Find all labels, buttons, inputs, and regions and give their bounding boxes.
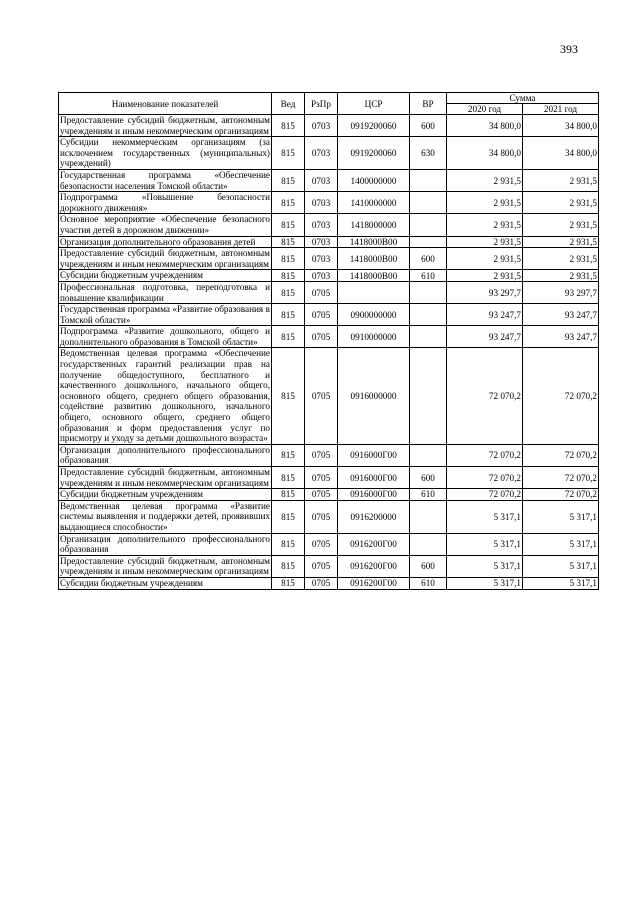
row-csr: 0916200Г00 <box>338 555 410 577</box>
row-rzpr: 0705 <box>305 577 338 589</box>
table-header <box>59 93 599 115</box>
row-ved: 815 <box>272 326 305 348</box>
row-vr <box>410 500 447 533</box>
row-sum-2020: 5 317,1 <box>447 533 523 555</box>
row-sum-2020: 34 800,0 <box>447 115 523 137</box>
table-row <box>59 467 599 489</box>
row-sum-2020: 2 931,5 <box>447 169 523 191</box>
header-ved: Вед <box>272 93 305 115</box>
row-sum-2021: 93 247,7 <box>523 304 599 326</box>
row-sum-2020: 34 800,0 <box>447 137 523 170</box>
row-csr: 1418000В00 <box>338 236 410 248</box>
row-rzpr: 0703 <box>305 214 338 236</box>
row-rzpr: 0703 <box>305 236 338 248</box>
row-rzpr: 0705 <box>305 467 338 489</box>
row-ved: 815 <box>272 137 305 170</box>
row-ved: 815 <box>272 169 305 191</box>
row-sum-2020: 2 931,5 <box>447 214 523 236</box>
header-rzpr: РзПр <box>305 93 338 115</box>
row-csr: 0900000000 <box>338 304 410 326</box>
row-name: Государственная программа «Развитие образования в Томской области» <box>60 304 270 325</box>
row-name: Предоставление субсидий бюджетным, автономным учреждениям и иным некоммерческим организациям <box>60 467 270 488</box>
row-name: Организация дополнительного профессионального образования <box>60 444 270 466</box>
row-sum-2020: 2 931,5 <box>447 236 523 248</box>
row-vr: 630 <box>410 137 447 170</box>
row-csr: 0916000000 <box>338 348 410 444</box>
row-sum-2020: 5 317,1 <box>447 555 523 577</box>
row-name: Ведомственная целевая программа «Развитие системы выявления и поддержки детей, проявивших выдающиеся способности» <box>60 500 270 532</box>
row-sum-2020: 2 931,5 <box>447 248 523 270</box>
row-rzpr: 0705 <box>305 281 338 303</box>
table-row <box>59 500 599 533</box>
row-rzpr: 0703 <box>305 169 338 191</box>
table-row <box>59 533 599 555</box>
page-number: 393 <box>560 42 578 56</box>
row-vr <box>410 192 447 214</box>
row-sum-2020: 93 247,7 <box>447 304 523 326</box>
row-sum-2021: 34 800,0 <box>523 115 599 137</box>
row-vr: 600 <box>410 467 447 489</box>
header-sum: Сумма <box>447 93 599 104</box>
row-ved: 815 <box>272 214 305 236</box>
row-ved: 815 <box>272 248 305 270</box>
row-name: Предоставление субсидий бюджетным, автономным учреждениям и иным некоммерческим организациям <box>60 115 270 136</box>
row-rzpr: 0705 <box>305 444 338 466</box>
header-csr: ЦСР <box>338 93 410 115</box>
row-sum-2021: 34 800,0 <box>523 137 599 170</box>
row-csr: 0916200000 <box>338 500 410 533</box>
row-sum-2021: 5 317,1 <box>523 533 599 555</box>
header-2021: 2021 год <box>523 104 599 115</box>
row-ved: 815 <box>272 577 305 589</box>
row-vr <box>410 214 447 236</box>
row-name: Предоставление субсидий бюджетным, автономным учреждениям и иным некоммерческим организациям <box>60 555 270 577</box>
row-vr <box>410 444 447 466</box>
header-name: Наименование показателей <box>59 93 272 115</box>
table-row <box>59 214 599 236</box>
row-csr: 0910000000 <box>338 326 410 348</box>
row-csr: 0916200Г00 <box>338 577 410 589</box>
row-sum-2021: 93 297,7 <box>523 281 599 303</box>
row-sum-2021: 72 070,2 <box>523 467 599 489</box>
row-rzpr: 0705 <box>305 326 338 348</box>
row-sum-2020: 93 297,7 <box>447 281 523 303</box>
row-sum-2021: 72 070,2 <box>523 444 599 466</box>
row-ved: 815 <box>272 444 305 466</box>
table-row <box>59 169 599 191</box>
table-row <box>59 281 599 303</box>
row-rzpr: 0703 <box>305 115 338 137</box>
table-row <box>59 348 599 444</box>
row-csr: 1418000В00 <box>338 270 410 282</box>
row-vr <box>410 281 447 303</box>
row-sum-2020: 93 247,7 <box>447 326 523 348</box>
table-row <box>59 489 599 501</box>
row-rzpr: 0705 <box>305 304 338 326</box>
row-name: Организация дополнительного образования детей <box>59 236 272 248</box>
table-row <box>59 248 599 270</box>
row-rzpr: 0703 <box>305 270 338 282</box>
row-vr: 610 <box>410 270 447 282</box>
row-ved: 815 <box>272 192 305 214</box>
row-sum-2020: 72 070,2 <box>447 444 523 466</box>
row-sum-2021: 2 931,5 <box>523 236 599 248</box>
table-row <box>59 577 599 589</box>
row-name: Ведомственная целевая программа «Обеспечение государственных гарантий реализации прав на получение общедоступного, бесплатного и качественного дошкольного, начального общего, основного общего, среднего общего образования, содействие развитию дошкольного, начального общего, основного общего, среднего общего образования и форм предоставления услуг по присмотру и уходу за детьми дошкольного возраста» <box>60 348 270 444</box>
row-rzpr: 0703 <box>305 248 338 270</box>
row-name: Субсидии бюджетным учреждениям <box>59 270 272 282</box>
header-2020: 2020 год <box>447 104 523 115</box>
row-name: Основное мероприятие «Обеспечение безопасного участия детей в дорожном движении» <box>60 214 270 235</box>
row-csr: 0916000Г00 <box>338 467 410 489</box>
row-name: Профессиональная подготовка, переподготовка и повышение квалификации <box>60 281 270 303</box>
row-csr: 0916000Г00 <box>338 489 410 501</box>
table-row <box>59 270 599 282</box>
row-csr: 0916000Г00 <box>338 444 410 466</box>
row-sum-2020: 72 070,2 <box>447 489 523 501</box>
row-vr <box>410 169 447 191</box>
table-row <box>59 555 599 577</box>
row-rzpr: 0705 <box>305 489 338 501</box>
row-sum-2020: 72 070,2 <box>447 467 523 489</box>
row-vr <box>410 236 447 248</box>
row-csr: 1418000000 <box>338 214 410 236</box>
row-vr: 610 <box>410 489 447 501</box>
budget-table <box>58 92 599 590</box>
row-vr: 610 <box>410 577 447 589</box>
row-sum-2021: 5 317,1 <box>523 577 599 589</box>
row-sum-2021: 5 317,1 <box>523 500 599 533</box>
row-vr <box>410 326 447 348</box>
row-csr <box>338 281 410 303</box>
row-ved: 815 <box>272 533 305 555</box>
row-ved: 815 <box>272 500 305 533</box>
row-name: Подпрограмма «Повышение безопасности дорожного движения» <box>60 192 270 213</box>
row-csr: 1418000В00 <box>338 248 410 270</box>
row-rzpr: 0703 <box>305 192 338 214</box>
row-sum-2021: 5 317,1 <box>523 555 599 577</box>
row-ved: 815 <box>272 489 305 501</box>
row-vr: 600 <box>410 248 447 270</box>
row-rzpr: 0705 <box>305 348 338 444</box>
row-name: Субсидии бюджетным учреждениям <box>59 577 272 589</box>
row-csr: 0916200Г00 <box>338 533 410 555</box>
row-sum-2021: 2 931,5 <box>523 248 599 270</box>
row-ved: 815 <box>272 304 305 326</box>
table-row <box>59 326 599 348</box>
row-csr: 0919200060 <box>338 137 410 170</box>
row-sum-2020: 5 317,1 <box>447 500 523 533</box>
row-sum-2020: 72 070,2 <box>447 348 523 444</box>
row-vr <box>410 533 447 555</box>
row-sum-2021: 2 931,5 <box>523 192 599 214</box>
table-row <box>59 137 599 170</box>
row-sum-2021: 72 070,2 <box>523 348 599 444</box>
table-row <box>59 115 599 137</box>
table-row <box>59 444 599 466</box>
row-sum-2021: 2 931,5 <box>523 214 599 236</box>
row-rzpr: 0703 <box>305 137 338 170</box>
row-name: Субсидии бюджетным учреждениям <box>59 489 272 501</box>
row-csr: 1410000000 <box>338 192 410 214</box>
row-name: Организация дополнительного профессионального образования <box>60 533 270 555</box>
row-vr <box>410 348 447 444</box>
row-ved: 815 <box>272 467 305 489</box>
header-vr: ВР <box>410 93 447 115</box>
row-sum-2021: 2 931,5 <box>523 270 599 282</box>
row-vr <box>410 304 447 326</box>
row-ved: 815 <box>272 348 305 444</box>
row-name: Субсидии некоммерческим организациям (за исключением государственных (муниципальных) учреждений) <box>60 137 270 169</box>
row-rzpr: 0705 <box>305 555 338 577</box>
table-body <box>59 115 599 590</box>
row-rzpr: 0705 <box>305 533 338 555</box>
row-sum-2020: 2 931,5 <box>447 192 523 214</box>
row-ved: 815 <box>272 236 305 248</box>
table-row <box>59 236 599 248</box>
table-row <box>59 192 599 214</box>
row-ved: 815 <box>272 270 305 282</box>
row-sum-2021: 72 070,2 <box>523 489 599 501</box>
row-ved: 815 <box>272 281 305 303</box>
table-row <box>59 304 599 326</box>
row-vr: 600 <box>410 115 447 137</box>
row-ved: 815 <box>272 115 305 137</box>
row-vr: 600 <box>410 555 447 577</box>
row-sum-2021: 93 247,7 <box>523 326 599 348</box>
row-csr: 1400000000 <box>338 169 410 191</box>
row-rzpr: 0705 <box>305 500 338 533</box>
row-name: Предоставление субсидий бюджетным, автономным учреждениям и иным некоммерческим организациям <box>60 248 270 269</box>
row-name: Государственная программа «Обеспечение безопасности населения Томской области» <box>60 169 270 191</box>
row-name: Подпрограмма «Развитие дошкольного, общего и дополнительного образования в Томской области» <box>60 326 270 347</box>
row-sum-2020: 5 317,1 <box>447 577 523 589</box>
row-sum-2021: 2 931,5 <box>523 169 599 191</box>
row-ved: 815 <box>272 555 305 577</box>
row-csr: 0919200060 <box>338 115 410 137</box>
row-sum-2020: 2 931,5 <box>447 270 523 282</box>
